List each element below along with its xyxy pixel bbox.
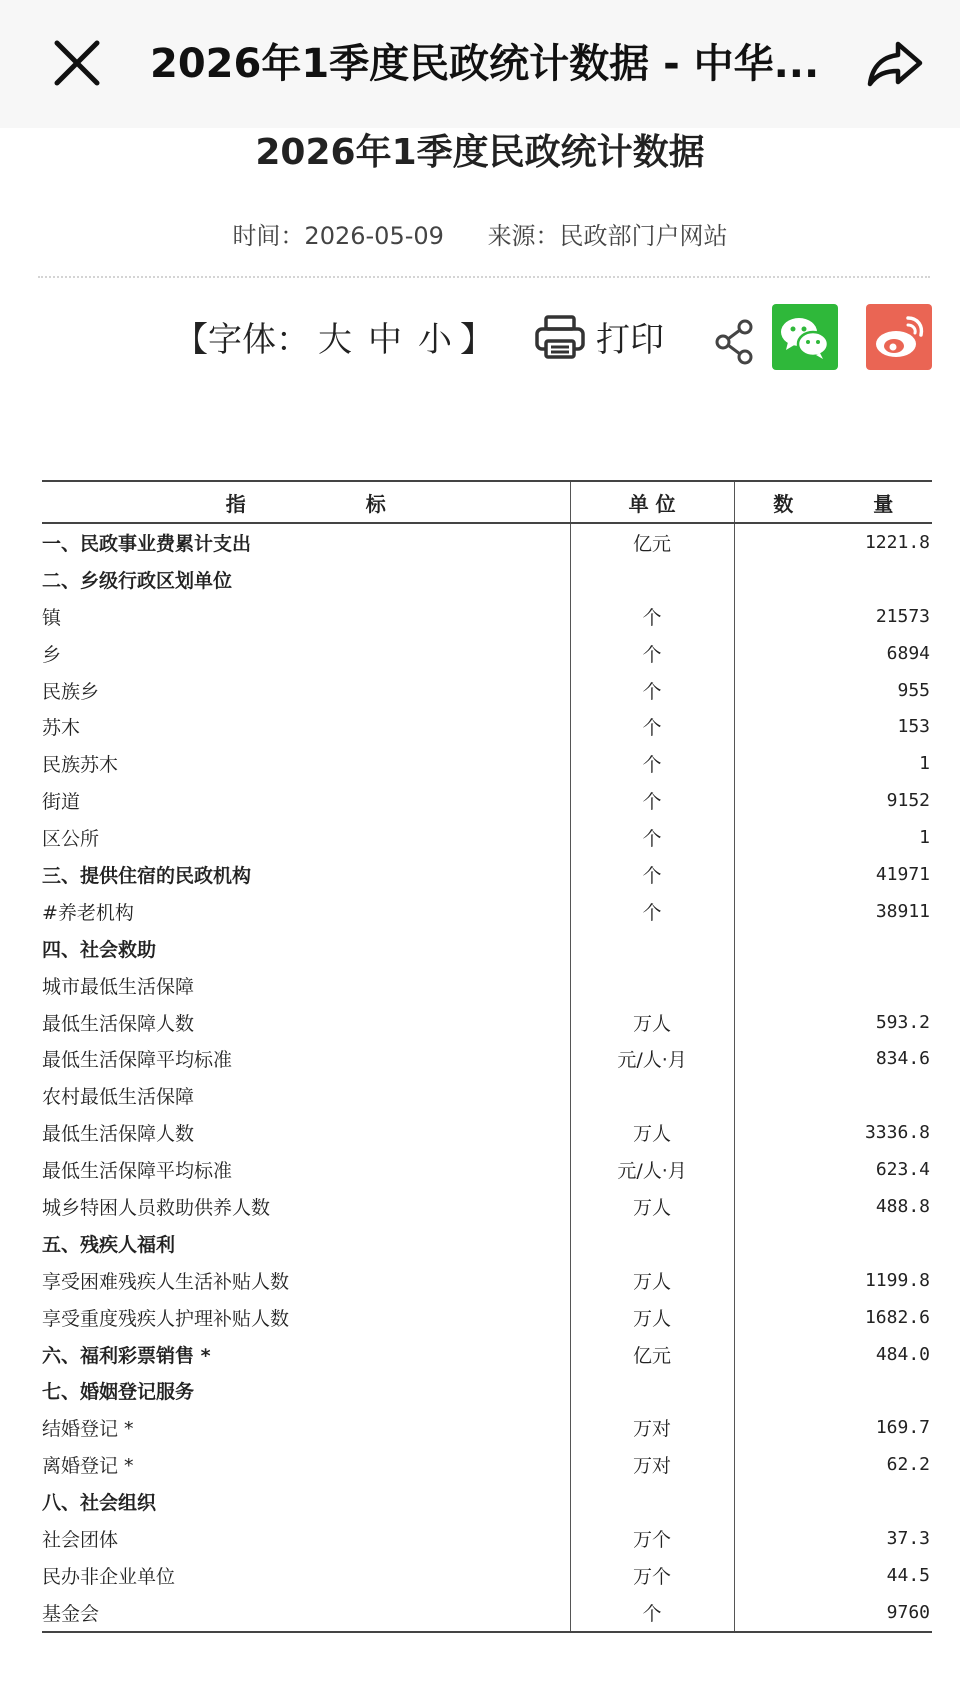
row-name: 最低生活保障人数 [42, 1012, 195, 1035]
row-unit: 个 [570, 856, 734, 893]
font-size-selector [174, 312, 494, 361]
table-row [42, 819, 932, 856]
row-name: 城乡特困人员救助供养人数 [42, 1196, 271, 1219]
row-unit [570, 561, 734, 598]
row-value: 3336.8 [864, 1122, 930, 1144]
statistics-table [42, 480, 932, 1633]
table-row [42, 708, 932, 745]
table-row [42, 1372, 932, 1409]
row-name: 二、乡级行政区划单位 [42, 569, 233, 592]
row-name: 结婚登记 * [42, 1418, 134, 1441]
row-value: 44.5 [886, 1564, 930, 1586]
row-value: 21573 [875, 605, 930, 627]
table-row [42, 1151, 932, 1188]
table-row [42, 1114, 932, 1151]
row-name: 最低生活保障平均标准 [42, 1160, 233, 1183]
row-unit: 万对 [570, 1409, 734, 1446]
printer-icon[interactable] [534, 314, 586, 360]
row-unit [570, 967, 734, 1004]
row-unit: 个 [570, 598, 734, 635]
table-row [42, 1262, 932, 1299]
row-name: 五、残疾人福利 [42, 1233, 176, 1256]
weibo-icon [866, 304, 932, 370]
wechat-icon [772, 304, 838, 370]
table-row [42, 1040, 932, 1077]
article-meta [0, 216, 960, 251]
table-row [42, 598, 932, 635]
table-row [42, 561, 932, 598]
app-topbar [0, 0, 960, 128]
row-unit: 个 [570, 672, 734, 709]
row-value: 9152 [886, 790, 930, 812]
header-unit: 单 位 [570, 481, 734, 523]
table-row [42, 1483, 932, 1520]
row-value: 593.2 [875, 1011, 930, 1033]
table-row [42, 1557, 932, 1594]
table-row [42, 1336, 932, 1373]
row-name: #养老机构 [42, 901, 134, 924]
table-row [42, 1004, 932, 1041]
row-unit: 个 [570, 819, 734, 856]
row-unit: 万人 [570, 1262, 734, 1299]
table-row [42, 523, 932, 561]
header-indicator: 指 标 [42, 481, 570, 523]
row-value: 62.2 [886, 1454, 930, 1476]
row-name: 民族苏木 [42, 754, 119, 777]
table-row [42, 782, 932, 819]
table-row [42, 1077, 932, 1114]
row-name: 七、婚姻登记服务 [42, 1381, 195, 1404]
row-name: 八、社会组织 [42, 1492, 157, 1515]
divider [38, 276, 930, 278]
row-unit: 万人 [570, 1114, 734, 1151]
row-name: 民族乡 [42, 680, 100, 703]
row-value [734, 1372, 932, 1409]
row-value: 955 [897, 679, 930, 701]
font-label-close: 】 [460, 320, 494, 360]
table-row [42, 1409, 932, 1446]
row-value: 169.7 [875, 1417, 930, 1439]
row-value: 9760 [734, 1594, 932, 1632]
row-unit: 元/人·月 [570, 1151, 734, 1188]
row-unit: 亿元 [570, 523, 734, 561]
row-unit: 个 [570, 893, 734, 930]
share-icon[interactable] [714, 318, 758, 366]
row-unit: 万人 [570, 1004, 734, 1041]
row-name: 最低生活保障人数 [42, 1123, 195, 1146]
font-label-open: 【字体： [174, 320, 310, 360]
row-value: 834.6 [875, 1048, 930, 1070]
row-name: 苏木 [42, 717, 81, 740]
page-title: 2026年1季度民政统计数据 - 中华... [150, 41, 820, 87]
publish-time: 时间：2026-05-09 [232, 222, 444, 250]
table-row [42, 930, 932, 967]
row-unit [570, 1225, 734, 1262]
article-title: 2026年1季度民政统计数据 [255, 132, 705, 173]
row-unit: 个 [570, 745, 734, 782]
row-unit: 元/人·月 [570, 1040, 734, 1077]
table-row [42, 1520, 932, 1557]
row-value: 153 [897, 716, 930, 738]
row-value: 1221.8 [864, 531, 930, 553]
table-row [42, 893, 932, 930]
table-row [42, 1188, 932, 1225]
table-row [42, 635, 932, 672]
row-name: 四、社会救助 [42, 938, 157, 961]
table-row [42, 856, 932, 893]
row-name: 城市最低生活保障 [42, 975, 195, 998]
row-unit [570, 1483, 734, 1520]
row-unit: 万对 [570, 1446, 734, 1483]
row-value [734, 1077, 932, 1114]
row-unit: 个 [570, 782, 734, 819]
table-row [42, 1446, 932, 1483]
row-name: 享受重度残疾人护理补贴人数 [42, 1307, 290, 1330]
row-unit: 万人 [570, 1188, 734, 1225]
row-value [734, 561, 932, 598]
row-name: 最低生活保障平均标准 [42, 1049, 233, 1072]
row-value: 484.0 [875, 1343, 930, 1365]
row-unit: 万人 [570, 1299, 734, 1336]
row-value: 6894 [886, 642, 930, 664]
row-name: 基金会 [42, 1594, 570, 1632]
row-value: 1199.8 [864, 1269, 930, 1291]
row-value: 488.8 [875, 1195, 930, 1217]
row-value: 623.4 [875, 1159, 930, 1181]
row-name: 一、民政事业费累计支出 [42, 532, 252, 555]
article-source: 来源：民政部门户网站 [487, 222, 728, 250]
row-name: 镇 [42, 606, 62, 629]
row-unit: 万个 [570, 1557, 734, 1594]
row-value: 1682.6 [864, 1306, 930, 1328]
table-row [42, 967, 932, 1004]
row-unit: 亿元 [570, 1336, 734, 1373]
table-row [42, 672, 932, 709]
row-value [734, 1225, 932, 1262]
table-row [42, 1299, 932, 1336]
row-value [734, 930, 932, 967]
row-name: 享受困难残疾人生活补贴人数 [42, 1270, 290, 1293]
row-unit [570, 1372, 734, 1409]
row-unit: 个 [570, 1594, 734, 1632]
header-value: 数 量 [734, 481, 932, 523]
table-row [42, 1225, 932, 1262]
row-unit: 个 [570, 708, 734, 745]
row-name: 乡 [42, 643, 62, 666]
wechat-share-button[interactable] [772, 304, 838, 370]
close-icon[interactable] [50, 36, 104, 90]
table-header-row [42, 481, 932, 523]
row-unit: 个 [570, 635, 734, 672]
row-name: 六、福利彩票销售 * [42, 1344, 211, 1367]
share-arrow-icon[interactable] [866, 36, 924, 90]
row-value: 38911 [875, 900, 930, 922]
row-value: 1 [919, 827, 930, 849]
row-name: 农村最低生活保障 [42, 1086, 195, 1109]
row-unit [570, 1077, 734, 1114]
row-value [734, 1483, 932, 1520]
row-name: 区公所 [42, 828, 100, 851]
row-name: 社会团体 [42, 1528, 119, 1551]
row-name: 民办非企业单位 [42, 1565, 176, 1588]
row-value [734, 967, 932, 1004]
weibo-share-button[interactable] [866, 304, 932, 370]
row-name: 街道 [42, 791, 81, 814]
table-row [42, 745, 932, 782]
row-value: 1 [919, 753, 930, 775]
row-name: 离婚登记 * [42, 1455, 134, 1478]
row-unit: 万个 [570, 1520, 734, 1557]
row-unit [570, 930, 734, 967]
print-button[interactable]: 打印 [596, 320, 664, 360]
table-row [42, 1594, 932, 1632]
row-name: 三、提供住宿的民政机构 [42, 864, 252, 887]
row-value: 41971 [875, 863, 930, 885]
font-large-button[interactable]: 大 [318, 320, 352, 360]
font-small-button[interactable]: 小 [418, 320, 452, 360]
row-value: 37.3 [886, 1527, 930, 1549]
font-medium-button[interactable]: 中 [368, 320, 402, 360]
